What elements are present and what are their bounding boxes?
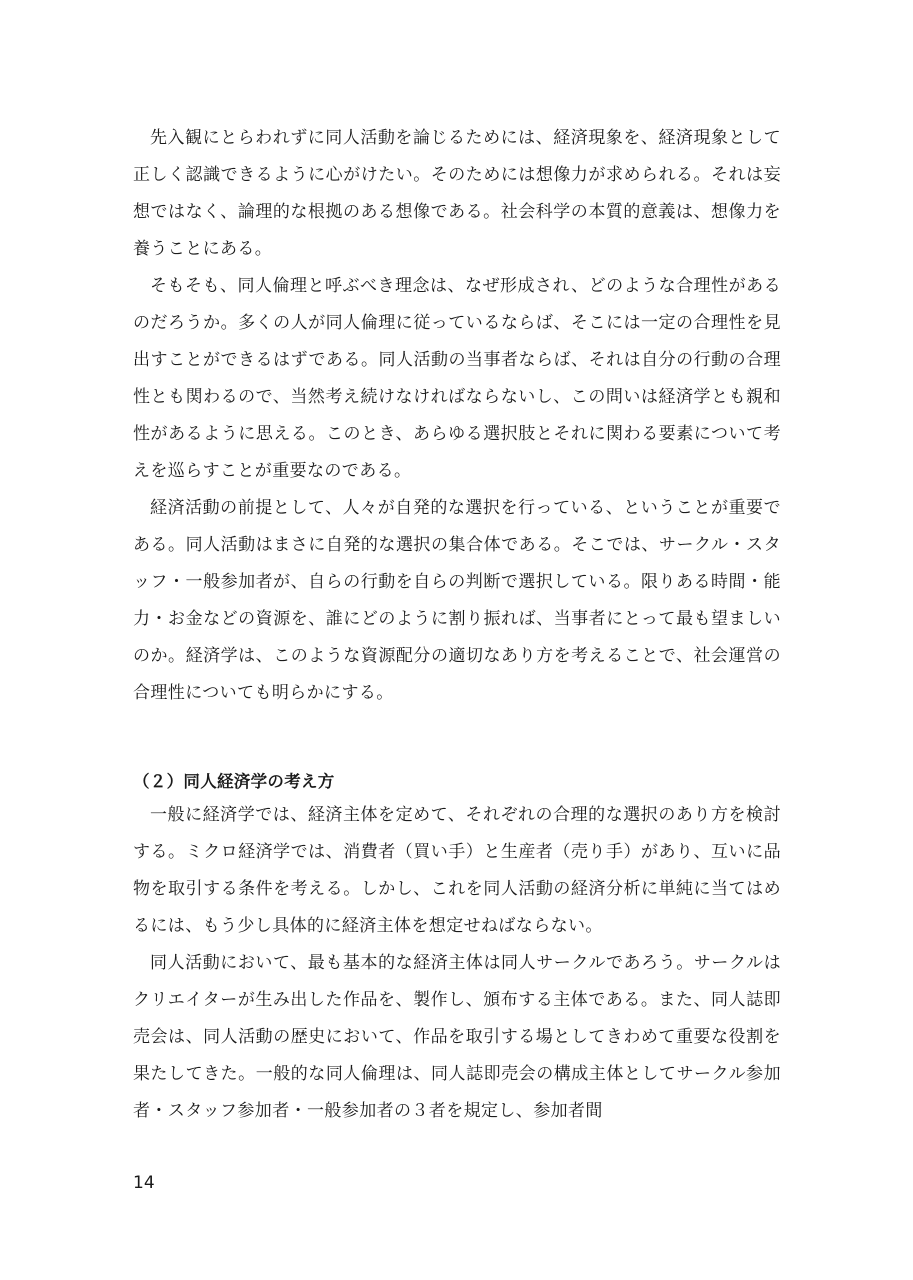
paragraph: 同人活動において、最も基本的な経済主体は同人サークルであろう。サークルはクリエイターが生み出した作品を、製作し、頒布する主体である。また、同人誌即売会は、同人活動の歴史において、作品を取引する場としてきわめて重要な役割を果たしてきた。一般的な同人倫理は、同人誌即売会の構成主体としてサークル参加者・スタッフ参加者・一般参加者の３者を規定し、参加者間 [133,953,781,1121]
paragraph: 先入観にとらわれずに同人活動を論じるためには、経済現象を、経済現象として正しく認識できるように心がけたい。そのためには想像力が求められる。それは妄想ではなく、論理的な根拠のある想像である。社会科学の本質的意義は、想像力を養うことにある。 [133,128,781,259]
section-spacer [133,712,781,749]
section-heading: （２）同人経済学の考え方 [133,772,335,791]
page-number: 14 [133,1173,155,1193]
document-page [133,120,781,1130]
paragraph: 一般に経済学では、経済主体を定めて、それぞれの合理的な選択のあり方を検討する。ミクロ経済学では、消費者（買い手）と生産者（売り手）があり、互いに品物を取引する条件を考える。しかし、これを同人活動の経済分析に単純に当てはめるには、もう少し具体的に経済主体を想定せねばならない。 [133,805,781,936]
paragraph: そもそも、同人倫理と呼ぶべき理念は、なぜ形成され、どのような合理性があるのだろうか。多くの人が同人倫理に従っているならば、そこには一定の合理性を見出すことができるはずである。同人活動の当事者ならば、それは自分の行動の合理性とも関わるので、当然考え続けなければならないし、この問いは経済学とも親和性があるように思える。このとき、あらゆる選択肢とそれに関わる要素について考えを巡らすことが重要なのである。 [133,276,781,481]
paragraph: 経済活動の前提として、人々が自発的な選択を行っている、ということが重要である。同人活動はまさに自発的な選択の集合体である。そこでは、サークル・スタッフ・一般参加者が、自らの行動を自らの判断で選択している。限りある時間・能力・お金などの資源を、誰にどのように割り振れば、当事者にとって最も望ましいのか。経済学は、このような資源配分の適切なあり方を考えることで、社会運営の合理性についても明らかにする。 [133,498,781,703]
